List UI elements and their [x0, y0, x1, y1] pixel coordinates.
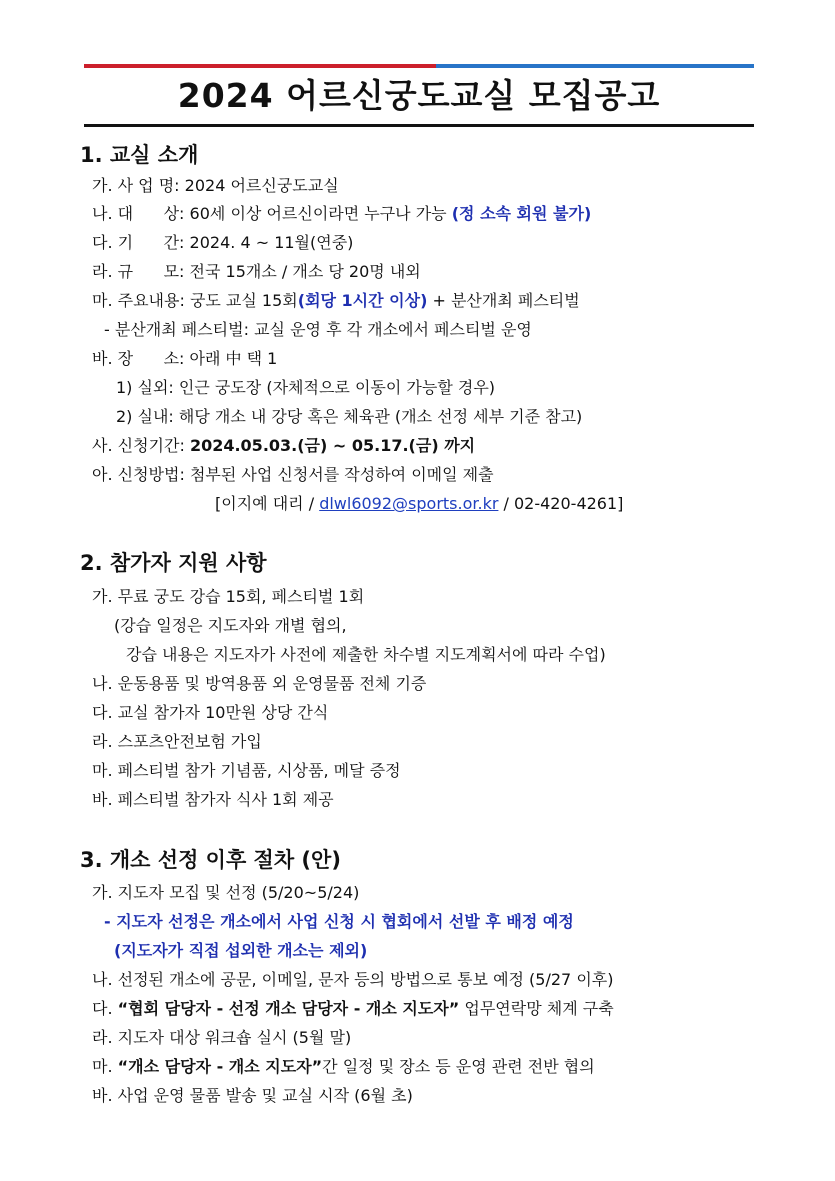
s1-ba-text: 아래 中 택 1 [189, 349, 278, 368]
s1-ra-label: 라. 규 모: [92, 262, 185, 281]
title-bottom-rule [84, 124, 754, 127]
s3-line-4: 나. 선정된 개소에 공문, 이메일, 문자 등의 방법으로 통보 예정 (5/27 이후) [92, 970, 614, 989]
s3-line-7-chain: “개소 담당자 - 개소 지도자” [117, 1057, 323, 1076]
s3-line-7 [92, 1053, 595, 1081]
s1-ga-label: 가. 사 업 명: [92, 176, 180, 195]
section-2-heading: 2. 참가자 지원 사항 [80, 551, 267, 575]
s1-ba-sub2: 2) 실내: 해당 개소 내 강당 혹은 체육관 (개소 선정 세부 기준 참고) [116, 407, 583, 426]
s2-line-5: 다. 교실 참가자 10만원 상당 간식 [92, 703, 329, 722]
s3-line-2: - 지도자 선정은 개소에서 사업 신청 시 협회에서 선발 후 배정 예정 [104, 912, 574, 931]
s1-a-label: 아. 신청방법: [92, 465, 185, 484]
section-1-heading: 1. 교실 소개 [80, 143, 199, 167]
s2-line-1: 가. 무료 궁도 강습 15회, 페스티벌 1회 [92, 587, 365, 606]
top-rule-red-segment [84, 64, 436, 68]
s1-ga-text: 2024 어르신궁도교실 [184, 176, 339, 195]
section-3-heading: 3. 개소 선정 이후 절차 (안) [80, 848, 341, 872]
s1-ba-label: 바. 장 소: [92, 349, 185, 368]
s1-ma-label: 마. 주요내용: [92, 291, 185, 310]
s3-line-5 [92, 995, 614, 1023]
s3-line-7-suffix: 간 일정 및 장소 등 운영 관련 전반 협의 [322, 1057, 595, 1076]
s1-sa-label: 사. 신청기간: [92, 436, 185, 455]
s1-ma-text-a: 궁도 교실 15회 [189, 291, 298, 310]
s1-ra-text: 전국 15개소 / 개소 당 20명 내외 [189, 262, 421, 281]
s2-line-8: 바. 페스티벌 참가자 식사 1회 제공 [92, 790, 334, 809]
s3-line-5-suffix: 업무연락망 체계 구축 [464, 999, 614, 1018]
s3-line-3: (지도자가 직접 섭외한 개소는 제외) [114, 941, 368, 960]
s1-a-text: 첨부된 사업 신청서를 작성하여 이메일 제출 [189, 465, 494, 484]
s2-line-3: 강습 내용은 지도자가 사전에 제출한 차수별 지도계획서에 따라 수업) [126, 645, 606, 664]
s1-item-ra [92, 258, 421, 286]
s1-ma-note: (회당 1시간 이상) [297, 291, 428, 310]
s3-line-5-chain: “협회 담당자 - 선정 개소 담당자 - 개소 지도자” [117, 999, 460, 1018]
s3-line-8: 바. 사업 운영 물품 발송 및 교실 시작 (6월 초) [92, 1086, 413, 1105]
s2-line-7: 마. 페스티벌 참가 기념품, 시상품, 메달 증정 [92, 761, 401, 780]
s1-item-a [92, 461, 494, 489]
s1-ba-sub1: 1) 실외: 인근 궁도장 (자체적으로 이동이 가능할 경우) [116, 378, 496, 397]
s1-contact [215, 490, 623, 518]
s2-line-6: 라. 스포츠안전보험 가입 [92, 732, 262, 751]
s1-sa-text: 2024.05.03.(금) ~ 05.17.(금) 까지 [189, 436, 476, 455]
s1-na-note: (정 소속 회원 불가) [451, 204, 592, 223]
s1-da-text: 2024. 4 ~ 11월(연중) [189, 233, 354, 252]
contact-phone: / 02-420-4261] [503, 494, 624, 513]
s3-line-1: 가. 지도자 모집 및 선정 (5/20~5/24) [92, 883, 360, 902]
s1-item-sa [92, 432, 475, 460]
contact-name: [이지예 대리 / [215, 494, 315, 513]
title-top-rule [84, 64, 754, 68]
s3-line-5-prefix: 다. [92, 999, 113, 1018]
s1-na-text: 60세 이상 어르신이라면 누구나 가능 [189, 204, 447, 223]
page-title: 2024 어르신궁도교실 모집공고 [177, 76, 661, 115]
s1-ma-sub: - 분산개최 페스티벌: 교실 운영 후 각 개소에서 페스티벌 운영 [104, 320, 532, 339]
s3-line-7-prefix: 마. [92, 1057, 113, 1076]
s1-ma-text-b: + 분산개최 페스티벌 [432, 291, 580, 310]
contact-email-link[interactable]: dlwl6092@sports.or.kr [319, 494, 499, 513]
s1-item-ba [92, 345, 277, 373]
s3-line-6: 라. 지도자 대상 워크숍 실시 (5월 말) [92, 1028, 352, 1047]
s1-item-na [92, 200, 591, 228]
s1-item-ma [92, 287, 580, 315]
s1-da-label: 다. 기 간: [92, 233, 185, 252]
s2-line-4: 나. 운동용품 및 방역용품 외 운영물품 전체 기증 [92, 674, 427, 693]
s1-item-da [92, 229, 353, 257]
s1-na-label: 나. 대 상: [92, 204, 185, 223]
top-rule-blue-segment [436, 64, 754, 68]
s2-line-2: (강습 일정은 지도자와 개별 협의, [114, 616, 347, 635]
s1-item-ga [92, 172, 339, 200]
